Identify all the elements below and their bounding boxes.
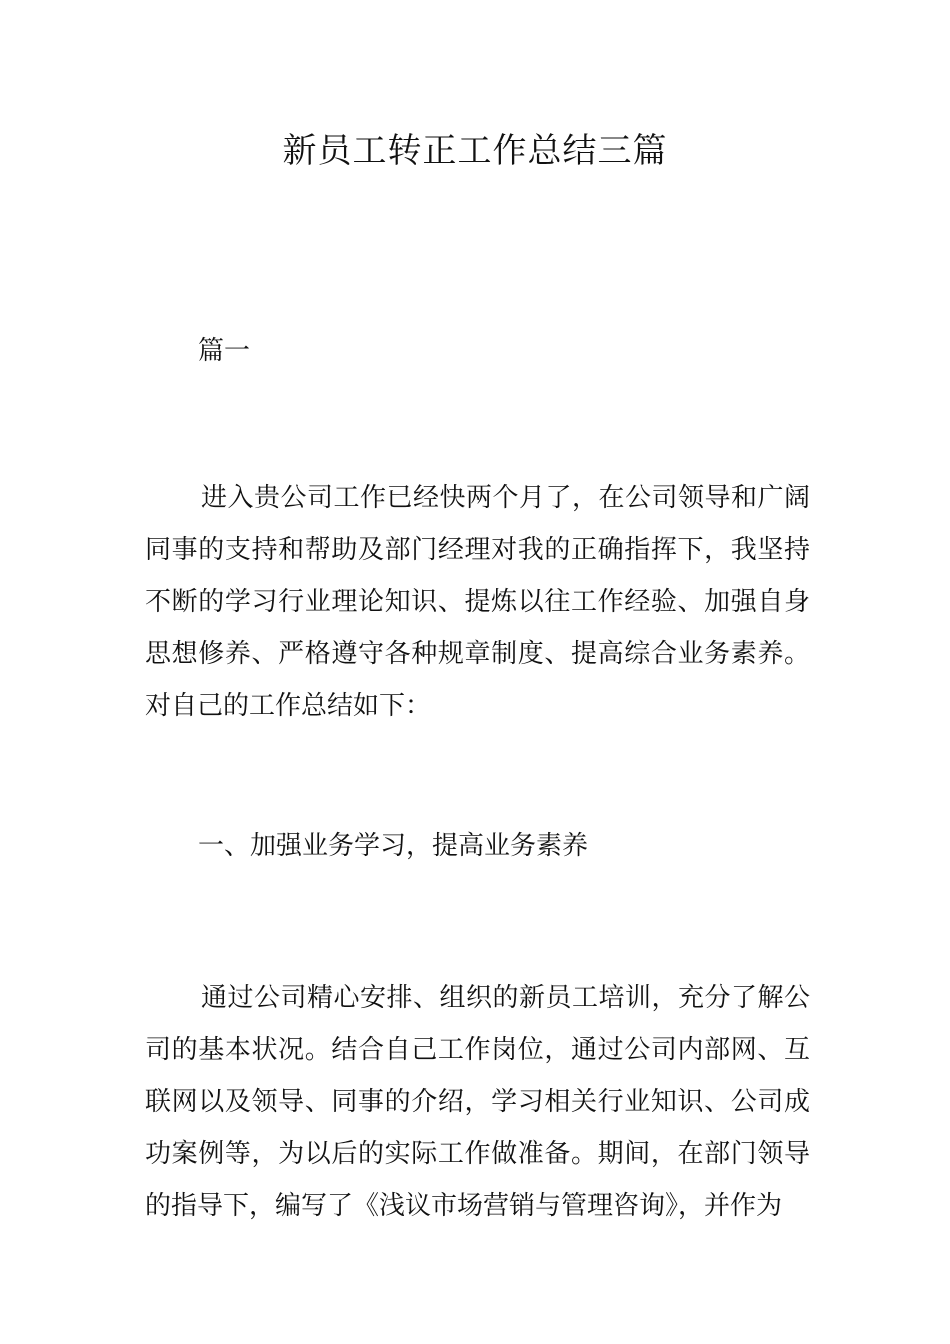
paragraph-intro: 进入贵公司工作已经快两个月了，在公司领导和广阔同事的支持和帮助及部门经理对我的正确指挥下，我坚持不断的学习行业理论知识、提炼以往工作经验、加强自身思想修养、严格遵守各种规章制度、提高综合业务素养。对自己的工作总结如下： (145, 483, 810, 721)
section-label: 篇一 (198, 336, 251, 366)
document-title: 新员工转正工作总结三篇 (282, 131, 668, 171)
section-heading: 一、加强业务学习，提高业务素养 (198, 831, 589, 861)
paragraph-training: 通过公司精心安排、组织的新员工培训，充分了解公司的基本状况。结合自己工作岗位，通过公司内部网、互联网以及领导、同事的介绍，学习相关行业知识、公司成功案例等，为以后的实际工作做准备。期间，在部门领导的指导下，编写了《浅议市场营销与管理咨询》，并作为 (145, 983, 810, 1221)
